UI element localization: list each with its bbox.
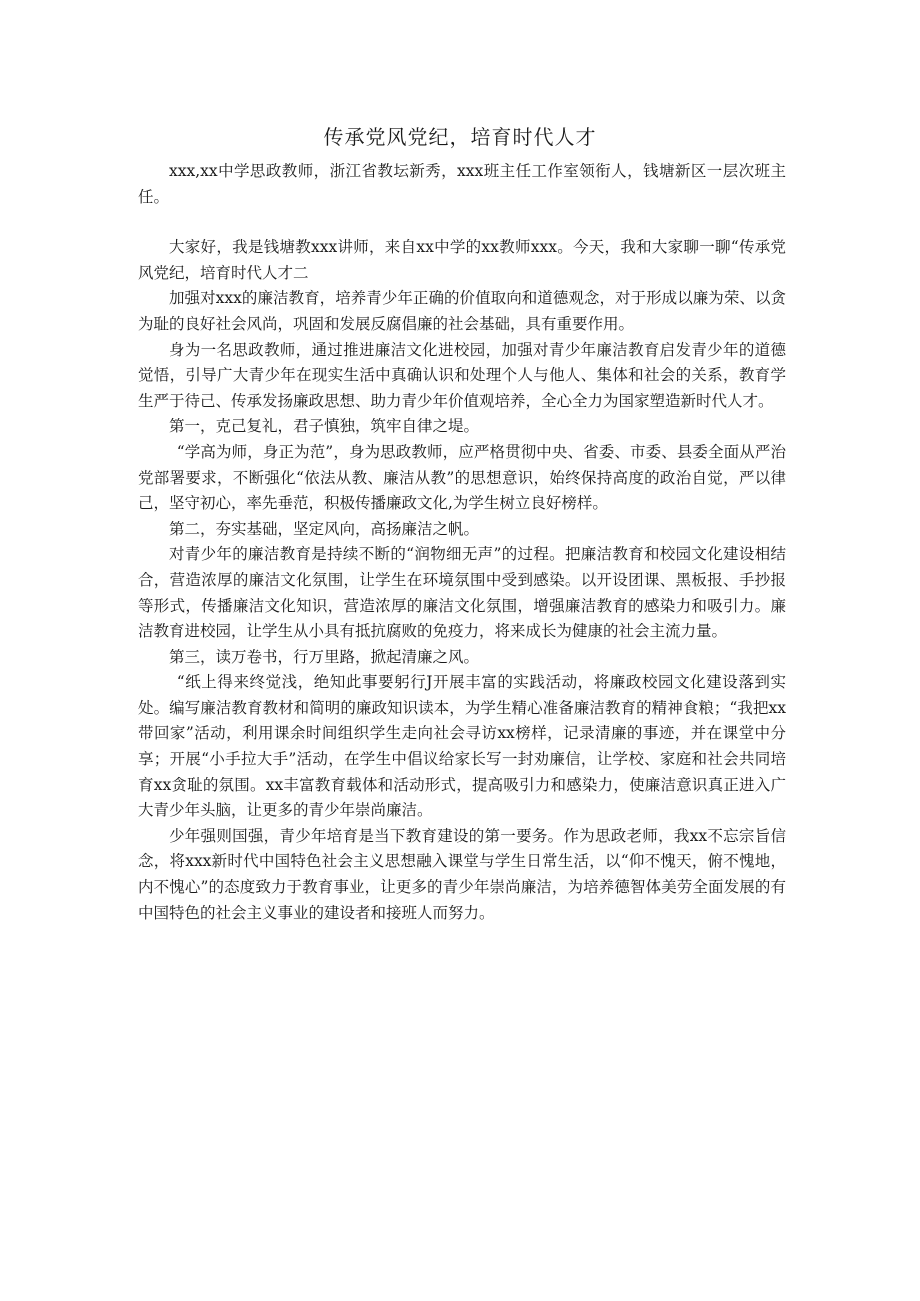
section-heading-3: 第三，读万卷书，行万里路，掀起清廉之风。 [169,647,480,666]
section-heading-1: 第一，克己复礼，君子慎独，筑牢自律之堤。 [169,417,480,436]
section-heading-2: 第二，夯实基础，坚定风向，高扬廉洁之帆。 [169,519,480,538]
body-paragraph: 对青少年的廉洁教育是持续不断的“润物细无声”的过程。把廉洁教育和校园文化建设相结合，营造浓厚的廉洁文化氛围，让学生在环境氛围中受到感染。以开设团课、黑板报、手抄报等形式，传播廉洁文化知识，营造浓厚的廉洁文化氛围，增强廉洁教育的感染力和吸引力。廉洁教育进校园，让学生从小具有抵抗腐败的免疫力，将来成长为健康的社会主流力量。 [138,545,786,641]
body-paragraph: 身为一名思政教师，通过推进廉洁文化进校园，加强对青少年廉洁教育启发青少年的道德觉悟，引导广大青少年在现实生活中真确认识和处理个人与他人、集体和社会的关系，教育学生严于待己、传承发扬廉政思想、助力青少年价值观培养，全心全力为国家塑造新时代人才。 [138,340,786,410]
author-intro-paragraph: xxx,xx中学思政教师，浙江省教坛新秀，xxx班主任工作室领衔人，钱塘新区一层次班主任。 [138,162,786,206]
body-paragraph: “学高为师，身正为范”，身为思政教师，应严格贯彻中央、省委、市委、县委全面从严治党部署要求，不断强化“依法从教、廉洁从教”的思想意识，始终保持高度的政治自觉，严以律己，坚守初心，率先垂范，积极传播廉政文化,为学生树立良好榜样。 [138,442,786,513]
closing-paragraph: 少年强则国强，青少年培育是当下教育建设的第一要务。作为思政老师，我xx不忘宗旨信念，将xxx新时代中国特色社会主义思想融入课堂与学生日常生活，以“仰不愧天，俯不愧地，内不愧心”的态度致力于教育事业，让更多的青少年崇尚廉洁，为培养德智体美劳全面发展的有中国特色的社会主义事业的建设者和接班人而努力。 [138,826,786,922]
document-body [138,159,786,926]
document-title: 传承党风党纪，培育时代人才 [323,125,597,149]
body-paragraph: “纸上得来终觉浅，绝知此事要躬行J开展丰富的实践活动，将廉政校园文化建设落到实处。编写廉洁教育教材和简明的廉政知识读本，为学生精心准备廉洁教育的精神食粮；“我把xx带回家”活动，利用课余时间组织学生走向社会寻访xx榜样，记录清廉的事迹，并在课堂中分享；开展“小手拉大手”活动，在学生中倡议给家长写一封劝廉信，让学校、家庭和社会共同培育xx贪耻的氛围。xx丰富教育载体和活动形式，提高吸引力和感染力，使廉洁意识真正进入广大青少年头脑，让更多的青少年崇尚廉洁。 [138,673,786,820]
greeting-paragraph: 大家好，我是钱塘教xxx讲师，来自xx中学的xx教师xxx。今天，我和大家聊一聊“传承党风党纪，培育时代人才二 [138,238,786,282]
body-paragraph: 加强对xxx的廉洁教育，培养青少年正确的价值取向和道德观念，对于形成以廉为荣、以贪为耻的良好社会风尚，巩固和发展反腐倡廉的社会基础，具有重要作用。 [138,289,786,333]
